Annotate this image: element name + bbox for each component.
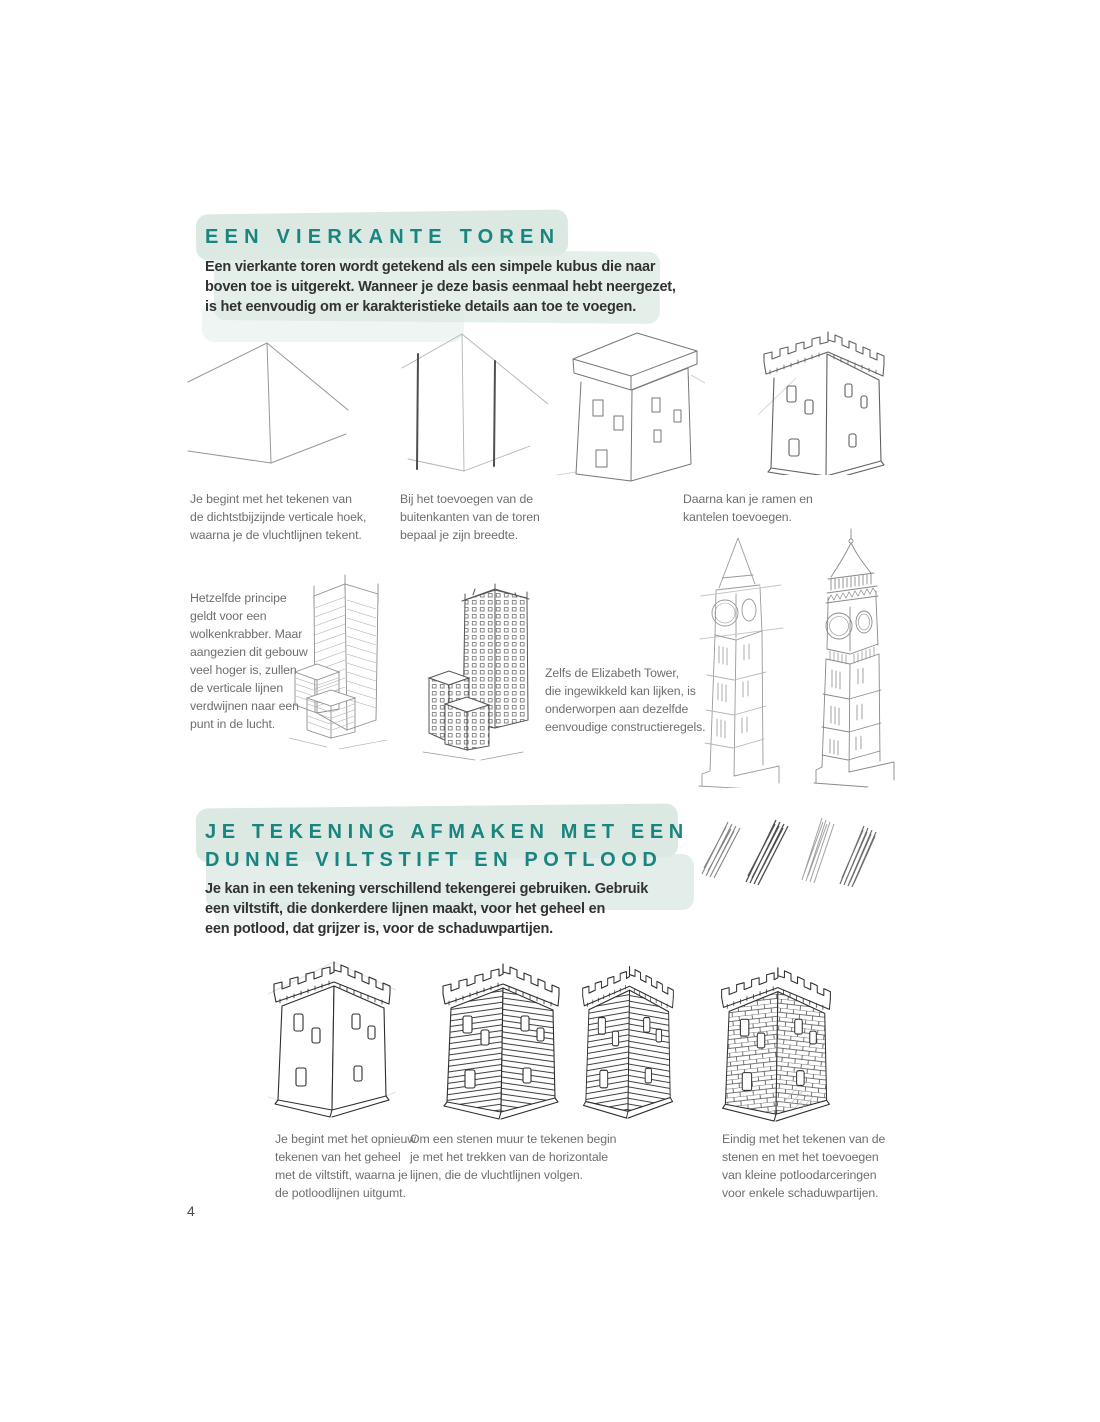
figure-ink-tower-outline	[268, 950, 396, 1127]
figure-step2-sketch	[400, 326, 550, 481]
figure-clocktower-rough	[692, 533, 787, 793]
elizabeth-note: Zelfs de Elizabeth Tower, die ingewikkeld kan lijken, is onderworpen aan dezelfde eenvoudige constructieregels.	[545, 666, 706, 734]
figure-clocktower-detailed	[806, 527, 898, 794]
figure-skyscraper-detailed	[415, 578, 533, 775]
figure-step3-sketch	[557, 323, 705, 488]
tower-intro-text: Een vierkante toren wordt getekend als een simpele kubus die naar boven toe is uitgerekt. Wanneer je deze basis eenmaal hebt neergezet, is het eenvoudig om er karakteristieke details aan toe te voegen.	[205, 259, 676, 315]
section-heading-finish	[205, 818, 689, 874]
figure-ink-tower-lines-2	[578, 955, 678, 1128]
figure-caption: Eindig met het tekenen van de stenen en met het toevoegen van kleine potloodarceringen voor enkele schaduwpartijen.	[722, 1132, 886, 1200]
figure-step1-sketch	[185, 333, 350, 478]
figure-caption: Je begint met het opnieuw tekenen van het geheel met de viltstift, waarna je de potloodlijnen uitgumt.	[275, 1132, 417, 1200]
page-number: 4	[187, 1203, 195, 1219]
figure-skyscraper-rough	[287, 572, 407, 769]
figure-caption: Je begint met het tekenen van de dichtstbijzijnde verticale hoek, waarna je de vluchtlijnen tekent.	[190, 492, 367, 542]
figure-ink-tower-bricks	[716, 956, 836, 1131]
skyscraper-note: Hetzelfde principe geldt voor een wolkenkrabber. Maar aangezien dit gebouw veel hoger is, zullen de verticale lijnen verdwijnen naar een punt in de lucht.	[190, 591, 308, 731]
figure-pen-scribbles	[698, 810, 888, 895]
section-heading-tower: EEN VIERKANTE TOREN	[205, 226, 561, 248]
figure-ink-tower-lines-1	[437, 952, 565, 1129]
finish-intro-text: Je kan in een tekening verschillend tekengerei gebruiken. Gebruik een viltstift, die donkerdere lijnen maakt, voor het geheel en een potlood, dat grijzer is, voor de schaduwpartijen.	[205, 881, 649, 937]
figure-caption: Bij het toevoegen van de buitenkanten van de toren bepaal je zijn breedte.	[400, 492, 540, 542]
figure-caption: Daarna kan je ramen en kantelen toevoegen.	[683, 492, 813, 524]
figure-caption: Om een stenen muur te tekenen begin je met het trekken van de horizontale lijnen, die de vluchtlijnen volgen.	[410, 1132, 617, 1182]
figure-step4-sketch	[758, 320, 898, 480]
heading-line: DUNNE VILTSTIFT EN POTLOOD	[205, 849, 663, 871]
heading-line: JE TEKENING AFMAKEN MET EEN	[205, 821, 689, 843]
